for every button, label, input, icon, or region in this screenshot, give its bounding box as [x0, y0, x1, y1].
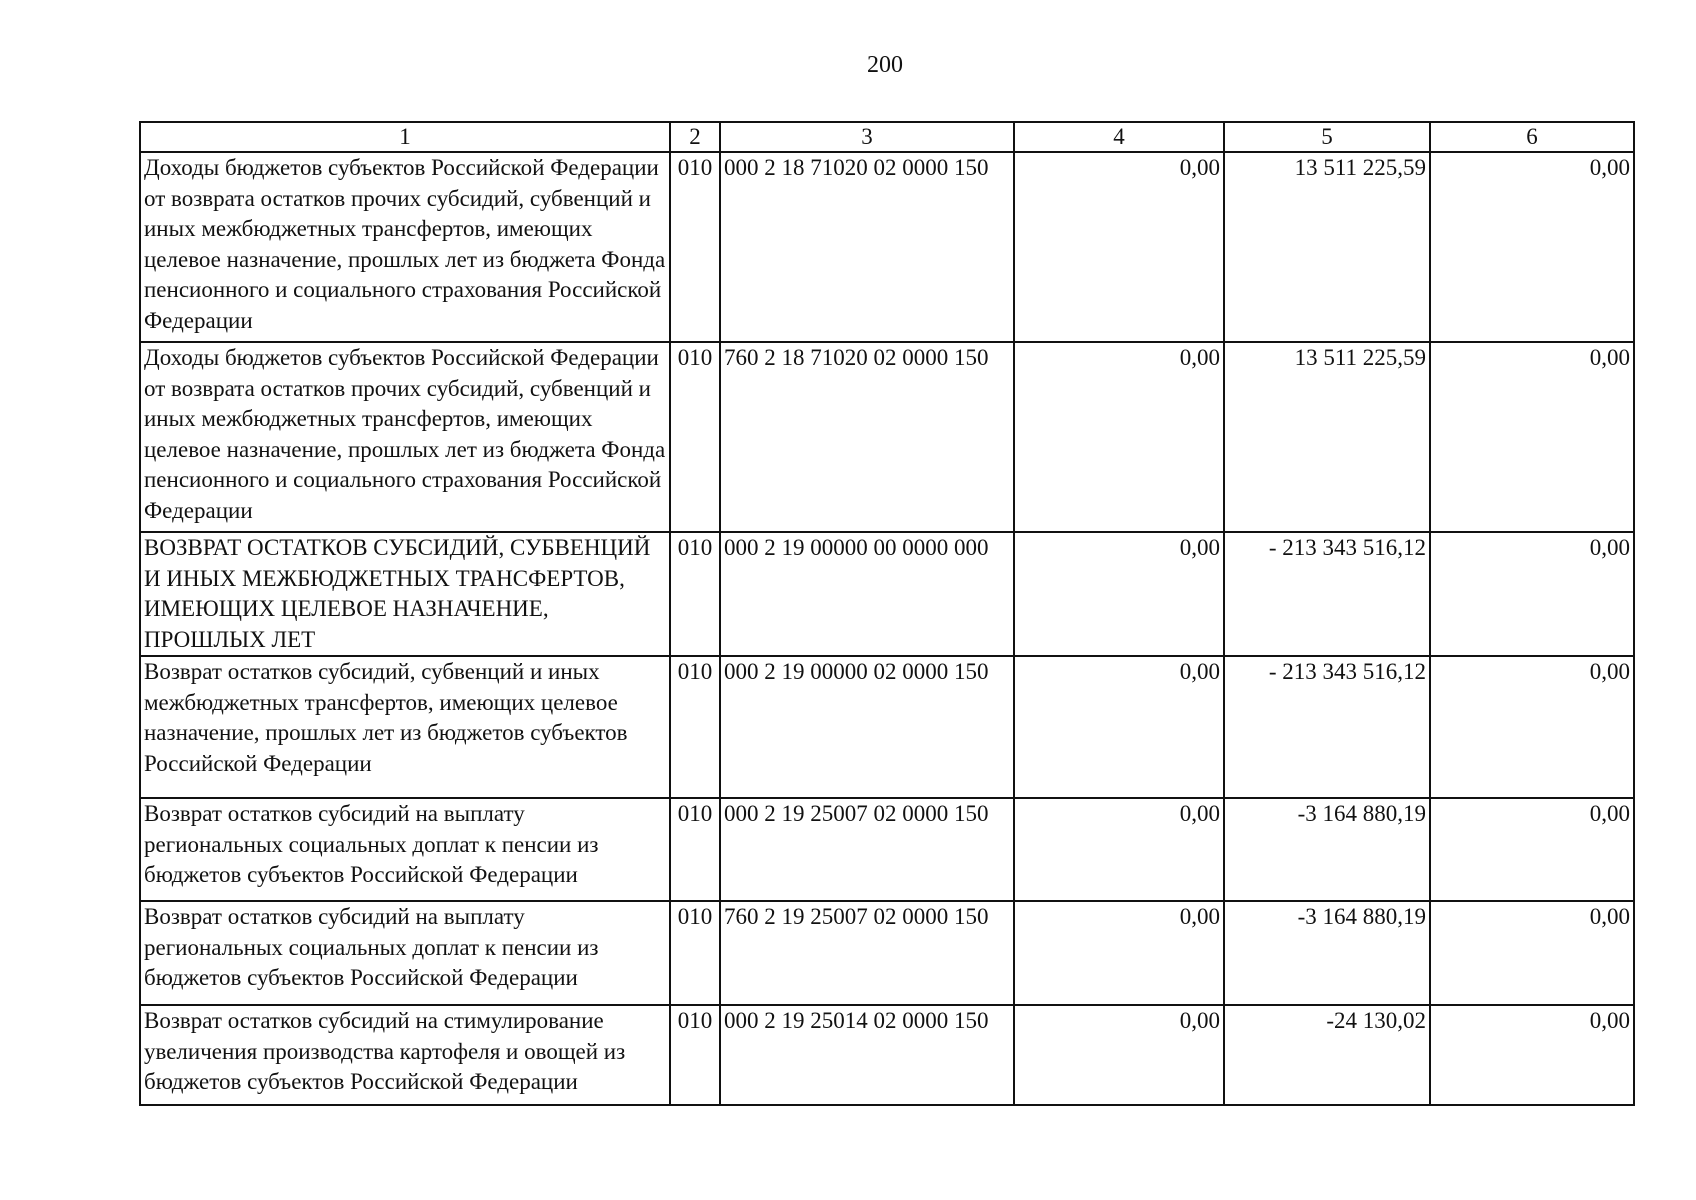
description-cell: ВОЗВРАТ ОСТАТКОВ СУБСИДИЙ, СУБВЕНЦИЙ И ИНЫХ МЕЖБЮДЖЕТНЫХ ТРАНСФЕРТОВ, ИМЕЮЩИХ ЦЕЛЕВОЕ НАЗНАЧЕНИЕ, ПРОШЛЫХ ЛЕТ	[140, 532, 670, 656]
col6-value-cell: 0,00	[1430, 532, 1634, 656]
header-row	[140, 122, 1634, 152]
admin-code-cell: 010	[670, 342, 720, 532]
table-row	[140, 342, 1634, 532]
kbk-code-cell: 000 2 19 00000 00 0000 000	[720, 532, 1014, 656]
description-cell: Возврат остатков субсидий, субвенций и иных межбюджетных трансфертов, имеющих целевое назначение, прошлых лет из бюджетов субъектов Российской Федерации	[140, 656, 670, 798]
col5-value-cell: 13 511 225,59	[1224, 152, 1430, 342]
col4-value-cell: 0,00	[1014, 1005, 1224, 1105]
col6-value-cell: 0,00	[1430, 798, 1634, 901]
table-row	[140, 1005, 1634, 1105]
col4-value-cell: 0,00	[1014, 152, 1224, 342]
col6-value-cell: 0,00	[1430, 342, 1634, 532]
table-row	[140, 656, 1634, 798]
kbk-code-cell: 000 2 19 25007 02 0000 150	[720, 798, 1014, 901]
col6-value-cell: 0,00	[1430, 1005, 1634, 1105]
col5-value-cell: - 213 343 516,12	[1224, 532, 1430, 656]
col4-value-cell: 0,00	[1014, 532, 1224, 656]
col5-value-cell: - 213 343 516,12	[1224, 656, 1430, 798]
column-header-1: 1	[140, 122, 670, 152]
table-row	[140, 152, 1634, 342]
col4-value-cell: 0,00	[1014, 798, 1224, 901]
col4-value-cell: 0,00	[1014, 342, 1224, 532]
description-cell: Возврат остатков субсидий на выплату региональных социальных доплат к пенсии из бюджетов субъектов Российской Федерации	[140, 798, 670, 901]
col5-value-cell: -3 164 880,19	[1224, 798, 1430, 901]
kbk-code-cell: 000 2 19 25014 02 0000 150	[720, 1005, 1014, 1105]
kbk-code-cell: 000 2 18 71020 02 0000 150	[720, 152, 1014, 342]
admin-code-cell: 010	[670, 798, 720, 901]
table-row	[140, 532, 1634, 656]
description-cell: Возврат остатков субсидий на стимулирование увеличения производства картофеля и овощей из бюджетов субъектов Российской Федерации	[140, 1005, 670, 1105]
col6-value-cell: 0,00	[1430, 901, 1634, 1005]
column-header-4: 4	[1014, 122, 1224, 152]
column-header-2: 2	[670, 122, 720, 152]
col5-value-cell: 13 511 225,59	[1224, 342, 1430, 532]
admin-code-cell: 010	[670, 656, 720, 798]
column-header-6: 6	[1430, 122, 1634, 152]
description-cell: Доходы бюджетов субъектов Российской Федерации от возврата остатков прочих субсидий, субвенций и иных межбюджетных трансфертов, имеющих целевое назначение, прошлых лет из бюджета Фонда пенсионного и социального страхования Российской Федерации	[140, 342, 670, 532]
kbk-code-cell: 760 2 19 25007 02 0000 150	[720, 901, 1014, 1005]
col5-value-cell: -24 130,02	[1224, 1005, 1430, 1105]
admin-code-cell: 010	[670, 901, 720, 1005]
admin-code-cell: 010	[670, 1005, 720, 1105]
col4-value-cell: 0,00	[1014, 901, 1224, 1005]
page-number: 200	[867, 52, 903, 78]
budget-table	[139, 121, 1635, 1106]
col5-value-cell: -3 164 880,19	[1224, 901, 1430, 1005]
col6-value-cell: 0,00	[1430, 152, 1634, 342]
col6-value-cell: 0,00	[1430, 656, 1634, 798]
column-header-3: 3	[720, 122, 1014, 152]
column-header-5: 5	[1224, 122, 1430, 152]
admin-code-cell: 010	[670, 532, 720, 656]
table-row	[140, 901, 1634, 1005]
description-cell: Возврат остатков субсидий на выплату региональных социальных доплат к пенсии из бюджетов субъектов Российской Федерации	[140, 901, 670, 1005]
col4-value-cell: 0,00	[1014, 656, 1224, 798]
kbk-code-cell: 000 2 19 00000 02 0000 150	[720, 656, 1014, 798]
description-cell: Доходы бюджетов субъектов Российской Федерации от возврата остатков прочих субсидий, субвенций и иных межбюджетных трансфертов, имеющих целевое назначение, прошлых лет из бюджета Фонда пенсионного и социального страхования Российской Федерации	[140, 152, 670, 342]
kbk-code-cell: 760 2 18 71020 02 0000 150	[720, 342, 1014, 532]
table-row	[140, 798, 1634, 901]
admin-code-cell: 010	[670, 152, 720, 342]
